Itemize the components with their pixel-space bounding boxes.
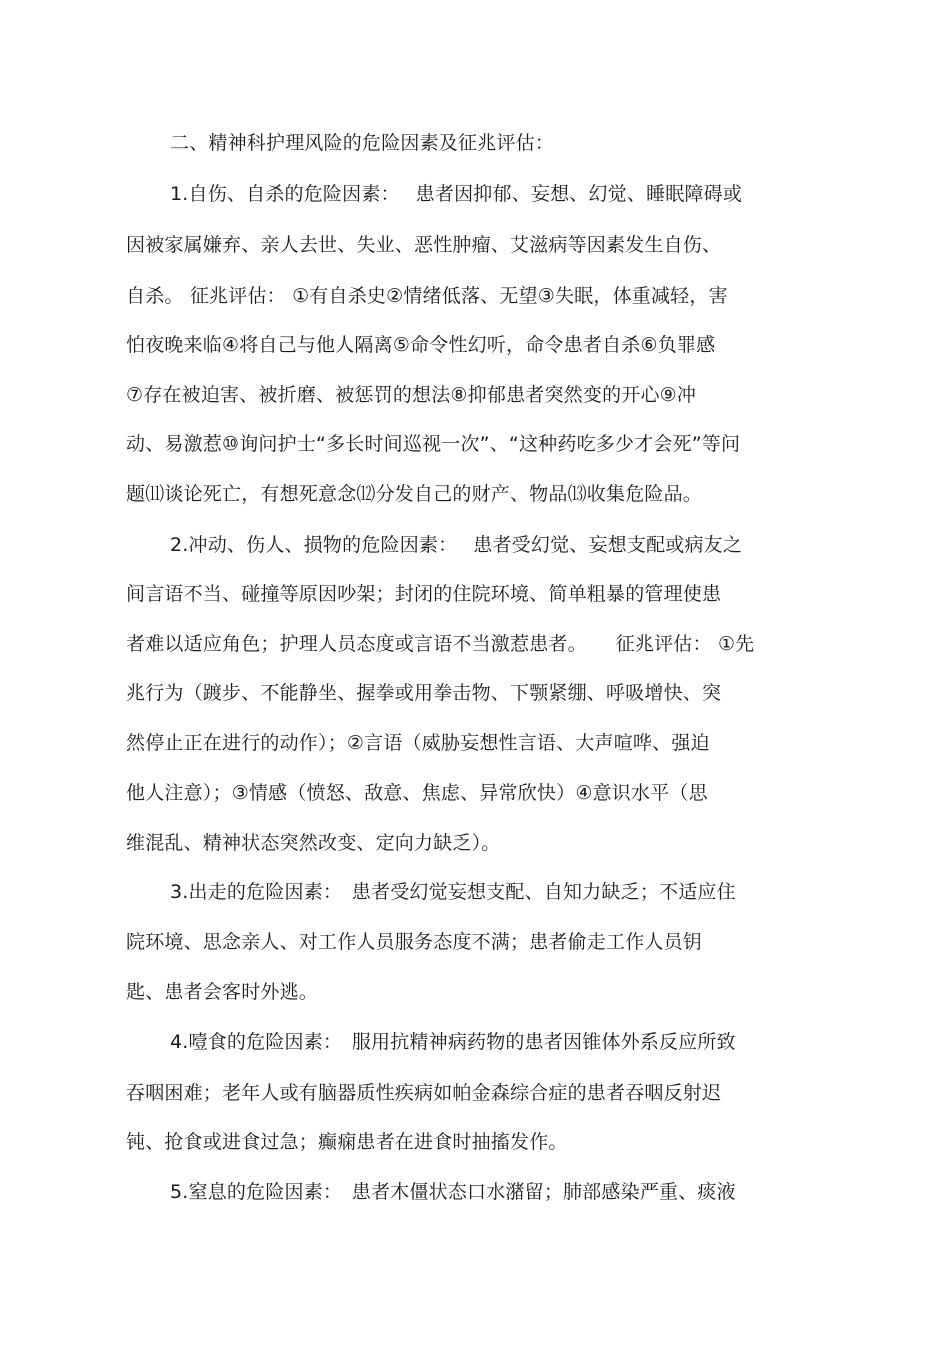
paragraph-line: 吞咽困难；老年人或有脑器质性疾病如帕金森综合症的患者吞咽反射迟 (126, 1082, 722, 1104)
paragraph-line: 维混乱、精神状态突然改变、定向力缺乏）。 (126, 832, 501, 854)
paragraph-line: 4.噎食的危险因素： 服用抗精神病药物的患者因锥体外系反应所致 (170, 1031, 736, 1053)
paragraph-line: 兆行为（踱步、不能静坐、握拳或用拳击物、下颚紧绷、呼吸增快、突 (126, 682, 722, 704)
paragraph-line: 然停止正在进行的动作）；②言语（威胁妄想性言语、大声喧哗、强迫 (126, 732, 710, 754)
paragraph-line: 院环境、思念亲人、对工作人员服务态度不满；患者偷走工作人员钥 (126, 931, 703, 953)
paragraph-line: 1.自伤、自杀的危险因素： 患者因抑郁、妄想、幻觉、睡眠障碍或 (170, 183, 743, 205)
paragraph-line: 因被家属嫌弃、亲人去世、失业、恶性肿瘤、艾滋病等因素发生自伤、 (126, 234, 722, 256)
paragraph-line: 动、易激惹⑩询问护士“多长时间巡视一次”、“这种药吃多少才会死”等问 (126, 433, 741, 455)
section-heading: 二、精神科护理风险的危险因素及征兆评估： (170, 132, 555, 154)
paragraph-line: 5.窒息的危险因素： 患者木僵状态口水潴留；肺部感染严重、痰液 (170, 1181, 736, 1203)
paragraph-line: 2.冲动、伤人、损物的危险因素： 患者受幻觉、妄想支配或病友之 (170, 534, 743, 556)
paragraph-line: 钝、抢食或进食过急；癫痫患者在进食时抽搐发作。 (126, 1131, 568, 1153)
paragraph-line: ⑦存在被迫害、被折磨、被惩罚的想法⑧抑郁患者突然变的开心⑨冲 (126, 384, 697, 406)
paragraph-line: 间言语不当、碰撞等原因吵架；封闭的住院环境、简单粗暴的管理使患 (126, 583, 722, 605)
paragraph-line: 怕夜晚来临④将自己与他人隔离⑤命令性幻听，命令患者自杀⑥负罪感 (126, 334, 716, 356)
paragraph-line: 自杀。 征兆评估： ①有自杀史②情绪低落、无望③失眠，体重减轻，害 (126, 285, 728, 307)
paragraph-line: 题⑾谈论死亡，有想死意念⑿分发自己的财产、物品⒀收集危险品。 (126, 483, 703, 505)
paragraph-line: 匙、患者会客时外逃。 (126, 981, 319, 1003)
paragraph-line: 3.出走的危险因素： 患者受幻觉妄想支配、自知力缺乏；不适应住 (170, 881, 736, 903)
paragraph-line: 者难以适应角色；护理人员态度或言语不当激惹患者。 征兆评估： ①先 (126, 633, 755, 655)
paragraph-line: 他人注意）；③情感（愤怒、敌意、焦虑、异常欣快）④意识水平（思 (126, 782, 708, 804)
